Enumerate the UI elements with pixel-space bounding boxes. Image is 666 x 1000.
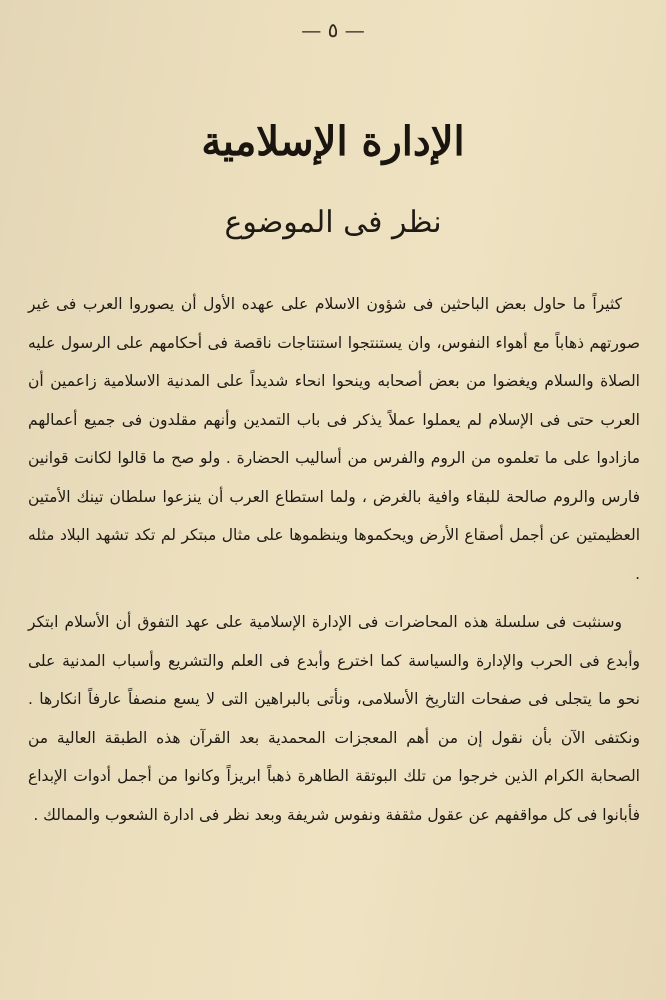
body-text [28,285,640,834]
paragraph: وسنثبت فى سلسلة هذه المحاضرات فى الإدارة الإسلامية على عهد التفوق أن الأسلام ابتكر وأبدع فى الحرب والإدارة والسياسة كما اخترع وأبدع فى العلم والتشريع وأسباب المدنية على نحو ما يتجلى فى صفحات التاريخ الأسلامى، ونأتى بالبراهين التى لا يسع منصفاً عارفاً انكارها . ونكتفى الآن بأن نقول إن من أهم المعجزات المحمدية بعد القرآن هذه الطبقة العالية من الصحابة الكرام الذين خرجوا من تلك البوتقة الطاهرة ذهباً ابريزاً وكانوا من أجمل أدوات الإبداع فأبانوا فى كل مواقفهم عن عقول مثقفة ونفوس شريفة وبعد نظر فى ادارة الشعوب والممالك . [28,613,640,824]
paragraph: كثيراً ما حاول بعض الباحثين فى شؤون الاسلام على عهده الأول أن يصوروا العرب فى غير صورتهم ذهاباً مع أهواء النفوس، وان يستنتجوا استنتاجات ناقصة فى أحكامهم على الرسول عليه الصلاة والسلام ويغضوا من بعض أصحابه وينحوا انحاء شديداً على المدنية الاسلامية زاعمين أن العرب حتى فى الإسلام لم يعملوا عملاً يذكر فى باب التمدين وأنهم مقلدون فى جميع أعمالهم مازادوا على ما تعلموه من الروم والفرس من أساليب الحضارة . ولو صح ما قالوا لكانت قوانين فارس والروم صالحة للبقاء وافية بالغرض ، ولما استطاع العرب أن ينزعوا سلطان تينك الأمتين العظيمتين عن أجمل أصقاع الأرض ويحكموها وينظموها على مثال مبتكر لم تكد تشهد البلاد مثله . [28,295,640,583]
page-number: — ٥ — [301,18,365,42]
section-subtitle: نظر فى الموضوع [224,205,442,240]
chapter-title: الإدارة الإسلامية [201,118,465,165]
